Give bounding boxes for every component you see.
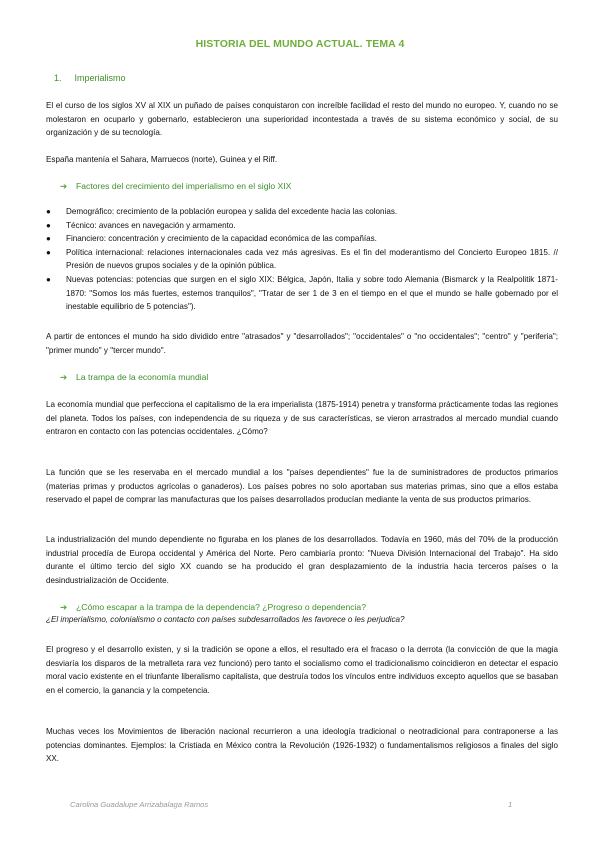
paragraph-economy-3: La industrialización del mundo dependiente no figuraba en los planes de los desarrollados. Todavía en 1960, más del 70% de la producción industrial procedía de Europa occidental y América del Norte. Pero cambiaría pronto: "Nueva División Internacional del Trabajo". Ha sido durante el último tercio del siglo XX cuando se ha producido el gran desplazamiento de la industria hacia terceros países o la desindustrialización de Occidente. [46,535,558,585]
title-main: HISTORIA DEL MUNDO ACTUAL. [195,38,363,50]
subheading-escape-label: ¿Cómo escapar a la trampa de la dependencia? ¿Progreso o dependencia? [76,602,366,612]
paragraph-economy-2: La función que se les reservaba en el mercado mundial a los "países dependientes" fue la de suministradores de productos primarios (materias primas y productos agrícolas o ganaderos). Los países pobres no solo aportaban sus materias primas, sino que a ellos estaba reservado el papel de comprar las manufacturas que los países desarrollados producían mediante la venta de sus productos primarios. [46,468,558,505]
page-number: 1 [508,800,513,809]
subheading-factors [60,181,291,192]
arrow-right-icon: ➔ [60,181,68,191]
list-item [46,246,558,273]
title-sub: TEMA 4 [365,38,405,50]
arrow-right-icon: ➔ [60,602,68,612]
list-item-text: Nuevas potencias: potencias que surgen en el siglo XIX: Bélgica, Japón, Italia y sobre todo Alemania (Bismarck y la Realpolitik 1871-1870: "Somos los más fuertes, estemos tranquilos", "Tratar de ser 1 de 3 en el tiempo en el que el mundo se halle gobernado por el inestable equilibrio de 5 potencias"). [66,274,558,312]
list-item [46,205,558,219]
bullet-icon: ● [46,207,51,216]
list-item-text: Política internacional: relaciones internacionales cada vez más agresivas. Es el fin del moderantismo del Concierto Europeo 1815. // Presión de nuevos grupos sociales y de la opinión pública. [66,247,558,271]
factors-list [46,205,558,314]
paragraph-progress: El progreso y el desarrollo existen, y si la tradición se opone a ellos, el resultado era el fracaso o la derrota (la convicción de que la magia desviaría los disparos de la metralleta rara vez funcionó) pero tanto el socialismo como el tradicionalismo coincidieron en detectar el espacio moral vacío existente en el triunfante liberalismo capitalista, que destruía todos los vínculos entre individuos excepto aquellos que se basaban en el comercio, la ganancia y la competencia. [46,645,558,695]
section-title: Imperialismo [74,73,126,83]
page-title [0,38,600,50]
bullet-icon: ● [46,220,51,230]
subheading-trap-label: La trampa de la economía mundial [76,372,209,382]
bullet-icon: ● [46,247,51,257]
section-heading-imperialismo [54,73,126,83]
list-item-text: Demográfico: crecimiento de la población europea y salida del excedente hacia las colonias. [66,207,398,216]
list-item [46,232,558,246]
question-line: ¿El imperialismo, colonialismo o contacto con países subdesarrollados les favorece o les perjudica? [46,615,405,624]
paragraph-movements: Muchas veces los Movimientos de liberación nacional recurrieron a una ideología tradicional o neotradicional para contraponerse a las potencias dominantes. Ejemplos: la Cristiada en México contra la Revolución (1926-1932) o fundamentalismos religiosos a finales del siglo XX. [46,727,558,764]
paragraph-economy-1: La economía mundial que perfecciona el capitalismo de la era imperialista (1875-1914) penetra y transforma prácticamente todas las regiones del planeta. Todos los países, con independencia de su riqueza y de sus características, se vieron arrastrados al mercado mundial cuando entraron en contacto con las potencias occidentales. ¿Cómo? [46,400,558,437]
subheading-escape [60,602,366,613]
bullet-icon: ● [46,274,51,284]
subheading-trap [60,372,208,383]
arrow-right-icon: ➔ [60,372,68,382]
paragraph-intro: El el curso de los siglos XV al XIX un puñado de países conquistaron con increíble facilidad el resto del mundo no europeo. Y, cuando no se molestaron en ocuparlo y gobernarlo, establecieron una superioridad incontestada a través de su sistema económico y social, de su organización y de su tecnología. [46,101,558,138]
paragraph-division: A partir de entonces el mundo ha sido dividido entre "atrasados" y "desarrollados"; "occidentales" o "no occidentales"; "centro" y "periferia"; "primer mundo" y "tercer mundo". [46,332,558,355]
paragraph-spain: España mantenía el Sahara, Marruecos (norte), Guinea y el Riff. [46,155,278,164]
bullet-icon: ● [46,234,51,244]
list-item [46,273,558,314]
footer-author: Carolina Guadalupe Arrizabalaga Ramos [70,800,209,809]
section-number: 1. [54,73,62,83]
list-item-text: Financiero: concentración y crecimiento de la capacidad económica de las compañías. [66,234,377,244]
list-item [46,219,558,233]
subheading-factors-label: Factores del crecimiento del imperialismo en el siglo XIX [76,181,292,191]
list-item-text: Técnico: avances en navegación y armamento. [66,220,236,230]
